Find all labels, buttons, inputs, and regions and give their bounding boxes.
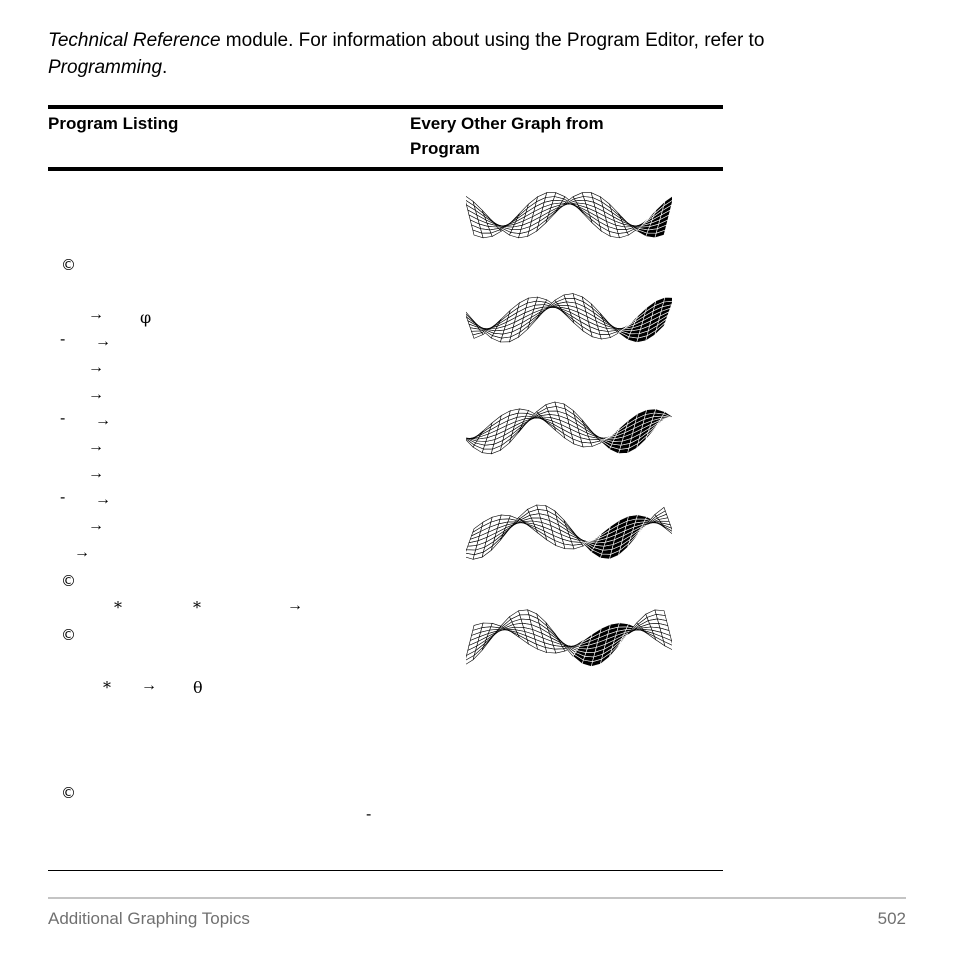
surface-cell [536, 297, 546, 302]
store-arrow: → [74, 544, 90, 561]
graph-3 [466, 396, 672, 460]
store-arrow: → [88, 465, 104, 482]
footer-rule [48, 897, 906, 899]
store-arrow: → [88, 306, 104, 323]
surface-cell [600, 335, 610, 340]
surface-cell [518, 409, 528, 413]
surface-cell [618, 232, 628, 237]
multiply-symbol: * [103, 678, 111, 697]
surface-cell [612, 441, 622, 445]
multiply-symbol: * [114, 598, 122, 617]
store-arrow: → [88, 359, 104, 376]
store-arrow: → [287, 597, 303, 614]
surface-cell [482, 233, 492, 238]
store-arrow: → [88, 438, 104, 455]
surface-cell [519, 610, 529, 615]
comment-bullet: © [61, 626, 76, 644]
intro-text: module. For information about using the Program Editor, refer to [220, 30, 765, 51]
store-arrow: → [141, 677, 157, 694]
table-header-rule [48, 167, 723, 171]
col-header-graphs-line2: Program [410, 139, 480, 158]
surface-cell [646, 233, 656, 238]
surface-cell [618, 623, 628, 627]
comment-bullet: © [61, 572, 76, 590]
comment-bullet: © [61, 256, 76, 274]
page-number: 502 [877, 909, 906, 928]
minus-sign: - [366, 806, 372, 823]
phi-symbol: φ [140, 308, 152, 327]
col-header-graphs [410, 111, 604, 161]
minus-sign: - [60, 489, 66, 506]
programming-ref: Programming [48, 57, 163, 78]
store-arrow: → [95, 412, 111, 429]
graph-2 [466, 286, 672, 350]
surface-cell [585, 652, 595, 657]
col-header-graphs-line1: Every Other Graph from [410, 114, 604, 133]
store-arrow: → [95, 491, 111, 508]
store-arrow: → [88, 517, 104, 534]
surface-cell [564, 294, 574, 299]
surface-cell [655, 409, 665, 414]
surface-cell [636, 515, 646, 519]
col-header-program-listing: Program Listing [48, 114, 179, 133]
surface-cell [600, 554, 610, 559]
comment-bullet: © [61, 784, 76, 802]
surface-cell [573, 544, 583, 549]
footer-section-title: Additional Graphing Topics [48, 909, 250, 928]
intro-paragraph [48, 27, 908, 81]
surface-cell [482, 449, 492, 454]
graph-1 [466, 183, 672, 247]
intro-period: . [162, 57, 168, 78]
minus-sign: - [60, 331, 66, 348]
theta-symbol: θ [193, 678, 203, 697]
surface-cell [664, 297, 672, 302]
surface-cell [500, 515, 510, 519]
graph-4 [466, 500, 672, 564]
technical-reference-ref: Technical Reference [48, 30, 221, 51]
minus-sign: - [60, 410, 66, 427]
multiply-symbol: * [193, 598, 201, 617]
table-bottom-rule [48, 870, 723, 871]
table-top-rule [48, 105, 723, 109]
store-arrow: → [95, 333, 111, 350]
store-arrow: → [88, 386, 104, 403]
graph-5 [466, 606, 672, 670]
surface-cell [555, 649, 565, 653]
